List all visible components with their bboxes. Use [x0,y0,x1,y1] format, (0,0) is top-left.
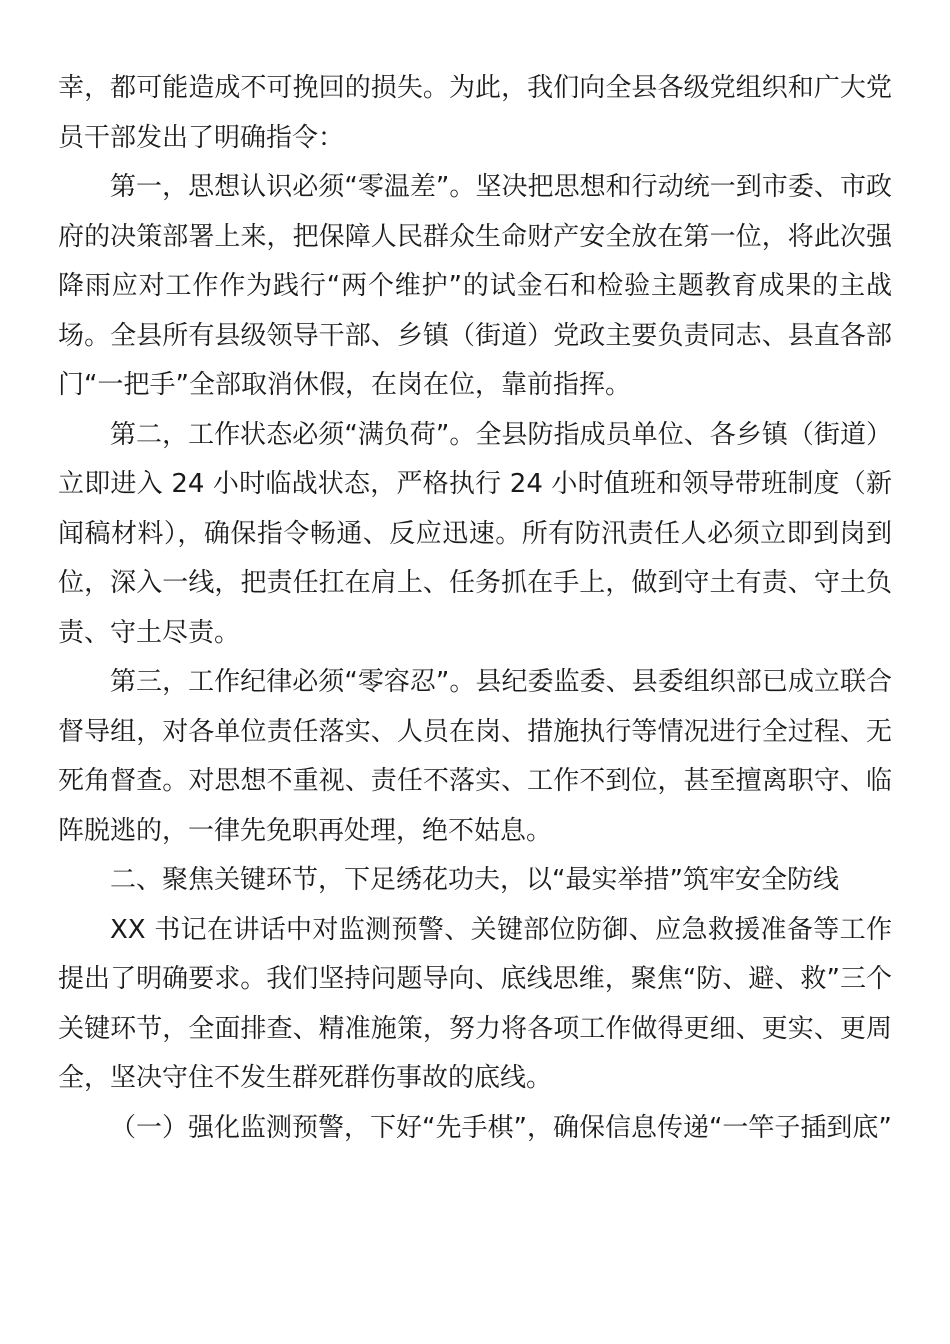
paragraph-section-two-body: XX 书记在讲话中对监测预警、关键部位防御、应急救援准备等工作提出了明确要求。我们坚持问题导向、底线思维，聚焦“防、避、救”三个关键环节，全面排查、精准施策，努力将各项工作做得更细、更实、更周全，坚决守住不发生群死群伤事故的底线。 [58,914,892,1093]
paragraph-intro-continuation: 幸，都可能造成不可挽回的损失。为此，我们向全县各级党组织和广大党员干部发出了明确指令： [58,73,892,153]
paragraph-point-two: 第二，工作状态必须“满负荷”。全县防指成员单位、各乡镇（街道）立即进入 24 小时临战状态，严格执行 24 小时值班和领导带班制度（新闻稿材料），确保指令畅通、反应迅速。所有防汛责任人必须立即到岗到位，深入一线，把责任扛在肩上、任务抓在手上，做到守土有责、守土负责、守土尽责。 [58,419,892,648]
document-page [58,64,892,1153]
paragraph-point-one: 第一，思想认识必须“零温差”。坚决把思想和行动统一到市委、市政府的决策部署上来，把保障人民群众生命财产安全放在第一位，将此次强降雨应对工作作为践行“两个维护”的试金石和检验主题教育成果的主战场。全县所有县级领导干部、乡镇（街道）党政主要负责同志、县直各部门“一把手”全部取消休假，在岗在位，靠前指挥。 [58,172,892,400]
section-heading-two: 二、聚焦关键环节，下足绣花功夫，以“最实举措”筑牢安全防线 [110,865,839,895]
subsection-heading-one: （一）强化监测预警，下好“先手棋”，确保信息传递“一竿子插到底” [110,1112,892,1143]
paragraph-point-three: 第三，工作纪律必须“零容忍”。县纪委监委、县委组织部已成立联合督导组，对各单位责任落实、人员在岗、措施执行等情况进行全过程、无死角督查。对思想不重视、责任不落实、工作不到位，甚至擅离职守、临阵脱逃的，一律先免职再处理，绝不姑息。 [58,667,892,846]
